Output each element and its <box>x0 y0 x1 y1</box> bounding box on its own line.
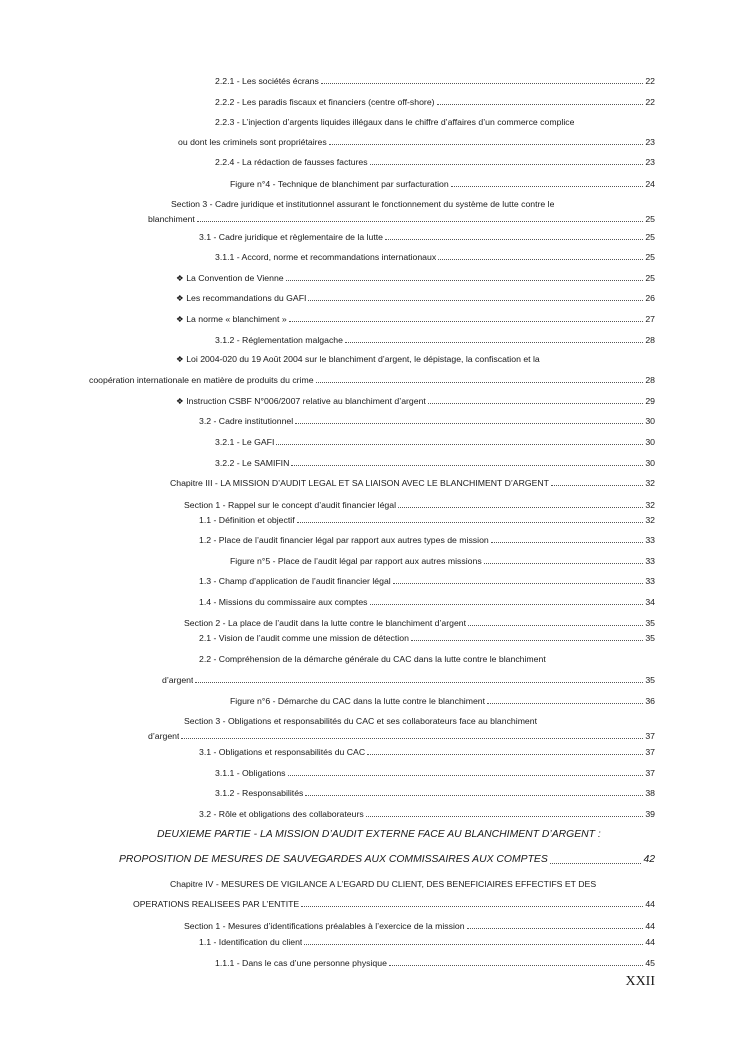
toc-entry-page: 30 <box>645 437 655 447</box>
toc-entry[interactable] <box>184 920 655 932</box>
toc-entry-title: 1.2 - Place de l’audit financier légal par rapport aux autres types de mission <box>199 535 489 545</box>
toc-entry[interactable] <box>170 477 655 489</box>
toc-entry-page: 37 <box>645 768 655 778</box>
dot-leader <box>551 485 643 486</box>
dot-leader <box>451 186 644 187</box>
toc-entry-title: coopération internationale en matière de produits du crime <box>89 375 314 385</box>
dot-leader <box>393 583 644 584</box>
toc-entry[interactable] <box>157 828 601 842</box>
toc-entry-title: 3.1 - Obligations et responsabilités du CAC <box>199 747 366 757</box>
toc-entry[interactable] <box>148 213 655 225</box>
toc-entry-title: Figure n°4 - Technique de blanchiment par surfacturation <box>230 179 449 189</box>
toc-entry-page: 27 <box>645 314 655 324</box>
toc-entry-title: 2.2.2 - Les paradis fiscaux et financiers (centre off-shore) <box>215 97 435 107</box>
dot-leader <box>398 507 643 508</box>
toc-entry-page: 32 <box>645 500 655 510</box>
dot-leader <box>411 640 643 641</box>
toc-entry-title: 3.1.2 - Réglementation malgache <box>215 335 343 345</box>
dot-leader <box>428 403 644 404</box>
toc-entry-title: d’argent <box>148 731 180 741</box>
toc-entry[interactable] <box>171 198 554 210</box>
toc-entry-title: Section 3 - Cadre juridique et institutionnel assurant le fonctionnement du système de lutte contre le <box>171 199 555 209</box>
toc-entry-page: 23 <box>645 137 655 147</box>
toc-entry-title: 2.2.3 - L’injection d’argents liquides illégaux dans le chiffre d’affaires d’un commerce complice <box>215 117 575 127</box>
toc-entry-page: 44 <box>645 921 655 931</box>
dot-leader <box>484 563 644 564</box>
toc-entry-title: ❖ La norme « blanchiment » <box>176 314 287 324</box>
toc-entry-title: 3.1.1 - Accord, norme et recommandations internationaux <box>215 252 437 262</box>
toc-entry-title: 3.1 - Cadre juridique et règlementaire de la lutte <box>199 232 383 242</box>
dot-leader <box>438 259 643 260</box>
toc-entry-page: 22 <box>645 76 655 86</box>
dot-leader <box>389 965 643 966</box>
dot-leader <box>286 280 644 281</box>
toc-entry[interactable] <box>199 746 655 758</box>
toc-entry-title: 1.4 - Missions du commissaire aux comptes <box>199 597 368 607</box>
toc-entry-title: 1.1 - Identification du client <box>199 937 303 947</box>
toc-entry-title: Section 1 - Rappel sur le concept d’audit financier légal <box>184 500 397 510</box>
toc-entry[interactable] <box>199 231 655 243</box>
toc-entry-title: 3.1.2 - Responsabilités <box>215 788 304 798</box>
toc-entry[interactable] <box>199 575 655 587</box>
toc-entry-page: 44 <box>645 899 655 909</box>
dot-leader <box>437 104 644 105</box>
toc-entry[interactable] <box>119 853 655 867</box>
toc-entry-page: 45 <box>645 958 655 968</box>
toc-entry-title: ❖ Les recommandations du GAFI <box>176 293 307 303</box>
dot-leader <box>276 444 643 445</box>
toc-entry[interactable] <box>133 898 655 910</box>
toc-entry-page: 32 <box>645 515 655 525</box>
dot-leader <box>316 382 644 383</box>
dot-leader <box>308 300 643 301</box>
toc-entry-title: 3.2.2 - Le SAMIFIN <box>215 458 290 468</box>
toc-entry-page: 25 <box>645 214 655 224</box>
dot-leader <box>195 682 643 683</box>
toc-entry-title: Section 2 - La place de l’audit dans la lutte contre le blanchiment d’argent <box>184 618 467 628</box>
toc-entry-page: 44 <box>645 937 655 947</box>
toc-entry[interactable] <box>215 96 655 108</box>
toc-entry[interactable] <box>176 292 655 304</box>
toc-entry-title: 3.1.1 - Obligations <box>215 768 286 778</box>
dot-leader <box>370 604 644 605</box>
toc-entry[interactable] <box>184 715 537 727</box>
toc-entry[interactable] <box>176 313 655 325</box>
toc-entry[interactable] <box>170 878 596 890</box>
toc-entry-title: 1.3 - Champ d’application de l’audit financier légal <box>199 576 391 586</box>
toc-entry[interactable] <box>89 374 655 386</box>
dot-leader <box>550 863 642 864</box>
toc-entry[interactable] <box>199 632 655 644</box>
toc-entry-title: 3.2 - Rôle et obligations des collaborateurs <box>199 809 364 819</box>
toc-entry[interactable] <box>230 178 655 190</box>
toc-entry-page: 28 <box>645 375 655 385</box>
toc-entry[interactable] <box>215 957 655 969</box>
dot-leader <box>366 816 644 817</box>
toc-entry-title: Figure n°5 - Place de l’audit légal par rapport aux autres missions <box>230 556 482 566</box>
dot-leader <box>305 795 643 796</box>
toc-entry[interactable] <box>199 936 655 948</box>
toc-entry-title: ❖ Loi 2004-020 du 19 Août 2004 sur le blanchiment d’argent, le dépistage, la confiscation et la <box>176 354 540 364</box>
toc-entry-page: 28 <box>645 335 655 345</box>
dot-leader <box>181 738 643 739</box>
toc-entry-title: ❖ La Convention de Vienne <box>176 273 284 283</box>
toc-entry[interactable] <box>215 156 655 168</box>
dot-leader <box>291 465 643 466</box>
dot-leader <box>297 522 644 523</box>
toc-entry[interactable] <box>199 534 655 546</box>
toc-entry-title: PROPOSITION DE MESURES DE SAUVEGARDES AUX COMMISSAIRES AUX COMPTES <box>119 854 548 865</box>
dot-leader <box>329 144 644 145</box>
toc-entry[interactable] <box>184 617 655 629</box>
toc-entry-page: 32 <box>645 478 655 488</box>
dot-leader <box>367 754 643 755</box>
toc-entry[interactable] <box>230 555 655 567</box>
toc-entry-page: 33 <box>645 576 655 586</box>
toc-entry[interactable] <box>215 767 655 779</box>
dot-leader <box>345 342 643 343</box>
toc-entry[interactable] <box>199 653 546 665</box>
toc-entry[interactable] <box>176 272 655 284</box>
toc-entry-page: 30 <box>645 416 655 426</box>
toc-entry-title: 3.2.1 - Le GAFI <box>215 437 275 447</box>
dot-leader <box>289 321 644 322</box>
toc-entry[interactable] <box>215 75 655 87</box>
dot-leader <box>491 542 644 543</box>
toc-entry[interactable] <box>199 808 655 820</box>
toc-entry-title: 2.1 - Vision de l’audit comme une mission de détection <box>199 633 409 643</box>
toc-entry[interactable] <box>199 514 655 526</box>
toc-entry-page: 26 <box>645 293 655 303</box>
toc-entry-title: d’argent <box>162 675 194 685</box>
toc-entry-title: Figure n°6 - Démarche du CAC dans la lutte contre le blanchiment <box>230 696 486 706</box>
toc-entry-page: 22 <box>645 97 655 107</box>
toc-entry[interactable] <box>215 787 655 799</box>
toc-entry-page: 25 <box>645 232 655 242</box>
dot-leader <box>288 775 644 776</box>
toc-entry-title: DEUXIEME PARTIE - LA MISSION D’AUDIT EXTERNE FACE AU BLANCHIMENT D’ARGENT : <box>157 829 601 840</box>
toc-entry[interactable] <box>215 457 655 469</box>
toc-entry[interactable] <box>215 334 655 346</box>
toc-entry-title: 2.2.4 - La rédaction de fausses factures <box>215 157 368 167</box>
dot-leader <box>467 928 644 929</box>
toc-entry[interactable] <box>215 116 574 128</box>
toc-entry[interactable] <box>162 674 655 686</box>
toc-entry-page: 25 <box>645 273 655 283</box>
toc-entry[interactable] <box>178 136 655 148</box>
toc-entry-page: 33 <box>645 556 655 566</box>
dot-leader <box>197 221 643 222</box>
toc-entry-title: blanchiment <box>148 214 195 224</box>
toc-entry[interactable] <box>176 395 655 407</box>
toc-entry[interactable] <box>199 596 655 608</box>
toc-entry-title: 1.1.1 - Dans le cas d’une personne physique <box>215 958 387 968</box>
toc-entry-title: Section 3 - Obligations et responsabilités du CAC et ses collaborateurs face au blanchiment <box>184 716 538 726</box>
toc-entry[interactable] <box>215 251 655 263</box>
dot-leader <box>487 703 643 704</box>
toc-entry-title: 1.1 - Définition et objectif <box>199 515 295 525</box>
toc-entry-page: 29 <box>645 396 655 406</box>
toc-entry-page: 25 <box>645 252 655 262</box>
dot-leader <box>370 164 644 165</box>
dot-leader <box>468 625 643 626</box>
toc-entry-page: 23 <box>645 157 655 167</box>
toc-entry[interactable] <box>184 499 655 511</box>
toc-entry-title: 3.2 - Cadre institutionnel <box>199 416 294 426</box>
toc-entry-page: 35 <box>645 618 655 628</box>
toc-entry-title: Section 1 - Mesures d’identifications préalables à l’exercice de la mission <box>184 921 465 931</box>
dot-leader <box>301 906 643 907</box>
toc-entry-title: ou dont les criminels sont propriétaires <box>178 137 327 147</box>
toc-entry-page: 24 <box>645 179 655 189</box>
page-number: XXII <box>625 974 655 989</box>
toc-entry-title: Chapitre IV - MESURES DE VIGILANCE A L’EGARD DU CLIENT, DES BENEFICIAIRES EFFECTIFS ET DES <box>170 879 597 889</box>
toc-entry-page: 35 <box>645 675 655 685</box>
dot-leader <box>385 239 643 240</box>
toc-entry[interactable] <box>199 415 655 427</box>
toc-entry-page: 37 <box>645 747 655 757</box>
toc-entry-title: OPERATIONS REALISEES PAR L’ENTITE <box>133 899 300 909</box>
toc-entry-title: 2.2 - Compréhension de la démarche générale du CAC dans la lutte contre le blanchiment <box>199 654 546 664</box>
toc-entry[interactable] <box>215 436 655 448</box>
toc-entry-title: Chapitre III - LA MISSION D’AUDIT LEGAL ET SA LIAISON AVEC LE BLANCHIMENT D’ARGENT <box>170 478 549 488</box>
toc-entry-page: 38 <box>645 788 655 798</box>
toc-entry-page: 39 <box>645 809 655 819</box>
toc-entry[interactable] <box>148 730 655 742</box>
dot-leader <box>295 423 643 424</box>
dot-leader <box>321 83 644 84</box>
toc-entry-page: 30 <box>645 458 655 468</box>
toc-entry[interactable] <box>230 695 655 707</box>
toc-entry-title: 2.2.1 - Les sociétés écrans <box>215 76 319 86</box>
dot-leader <box>304 944 643 945</box>
toc-entry-page: 37 <box>645 731 655 741</box>
toc-entry-page: 42 <box>643 854 655 865</box>
toc-entry-page: 35 <box>645 633 655 643</box>
toc-entry[interactable] <box>176 353 540 365</box>
toc-entry-title: ❖ Instruction CSBF N°006/2007 relative au blanchiment d’argent <box>176 396 426 406</box>
toc-entry-page: 36 <box>645 696 655 706</box>
toc-entry-page: 33 <box>645 535 655 545</box>
toc-entry-page: 34 <box>645 597 655 607</box>
